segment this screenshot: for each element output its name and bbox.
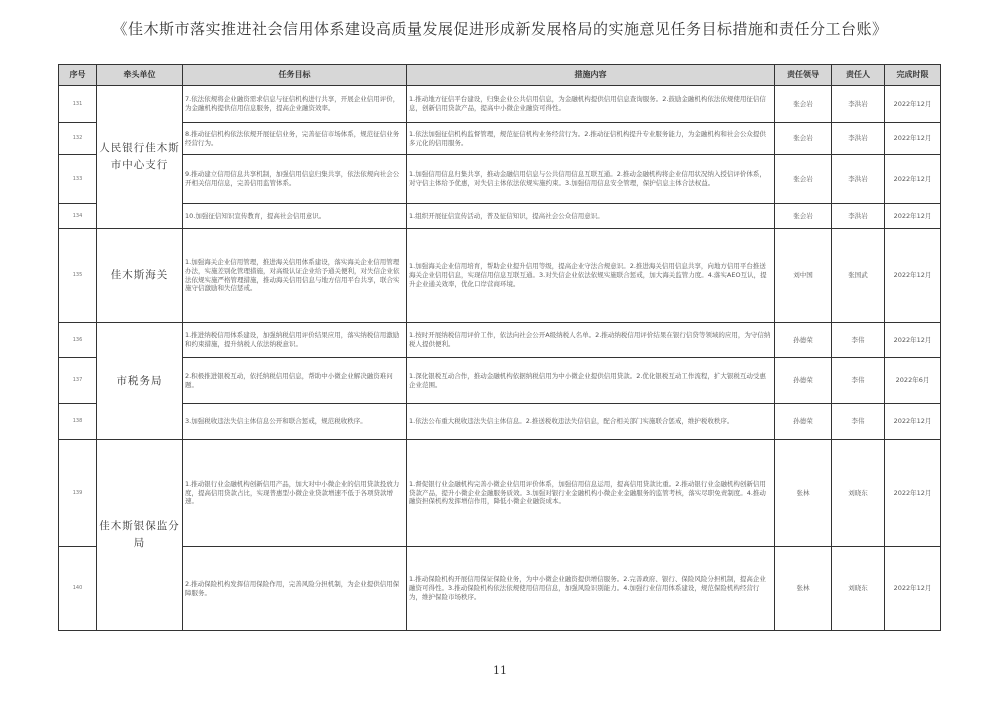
measures-cell: 1.加强海关企业信用培育，帮助企业提升信用等级，提高企业守法合规意识。2.推进海关信用信息共享，向地方信用平台推送海关企业信用信息，实现信用信息互联互通。3.对失信企业依法依规实施联合惩戒，加大海关监管力度。4.落实AEO互认，提升企业通关效率，优化口岸营商环境。 (407, 229, 775, 323)
task-goal-cell: 8.推动征信机构依法依规开展征信业务，完善征信市场体系，规范征信业务经营行为。 (183, 123, 407, 155)
row-number: 140 (59, 547, 97, 631)
measures-cell: 1.推动地方征信平台建设，归集企业公共信用信息，为金融机构提供信用信息查询服务。2.鼓励金融机构依法依规使用征信信息，创新信用贷款产品，提高中小微企业融资可得性。 (407, 86, 775, 123)
deadline-cell: 2022年12月 (885, 86, 941, 123)
measures-cell: 1.加强信用信息归集共享，推动金融信用信息与公共信用信息互联互通。2.推动金融机构将企业信用状况纳入授信评价体系，对守信主体给予优惠，对失信主体依法依规实施约束。3.加强信用信息安全管理，保护信息主体合法权益。 (407, 155, 775, 204)
deadline-cell: 2022年6月 (885, 358, 941, 404)
deadline-cell: 2022年12月 (885, 123, 941, 155)
header-leader: 责任领导 (775, 65, 832, 86)
leader-cell: 张林 (775, 440, 832, 547)
row-number: 139 (59, 440, 97, 547)
deadline-cell: 2022年12月 (885, 229, 941, 323)
lead-unit-cell: 佳木斯银保监分局 (97, 440, 183, 631)
person-cell: 李洪岩 (832, 204, 885, 229)
task-goal-cell: 10.加强征信知识宣传教育，提高社会信用意识。 (183, 204, 407, 229)
lead-unit-cell: 人民银行佳木斯市中心支行 (97, 86, 183, 229)
table-row (59, 323, 941, 358)
deadline-cell: 2022年12月 (885, 547, 941, 631)
header-lead-unit: 牵头单位 (97, 65, 183, 86)
table-row (59, 547, 941, 631)
person-cell: 李伟 (832, 323, 885, 358)
task-goal-cell: 2.积极推进银税互动，依托纳税信用信息，帮助中小微企业解决融资难问题。 (183, 358, 407, 404)
person-cell: 李伟 (832, 358, 885, 404)
lead-unit-cell: 佳木斯海关 (97, 229, 183, 323)
table-row (59, 204, 941, 229)
task-goal-cell: 1.推动银行业金融机构创新信用产品，加大对中小微企业的信用贷款投放力度，提高信用贷款占比，实现普惠型小微企业贷款增速不低于各项贷款增速。 (183, 440, 407, 547)
deadline-cell: 2022年12月 (885, 440, 941, 547)
person-cell: 张国武 (832, 229, 885, 323)
page-number: 11 (493, 664, 507, 677)
person-cell: 李洪岩 (832, 123, 885, 155)
lead-unit-cell: 市税务局 (97, 323, 183, 440)
table-row (59, 155, 941, 204)
page-title: 《佳木斯市落实推进社会信用体系建设高质量发展促进形成新发展格局的实施意见任务目标措施和责任分工台账》 (112, 20, 888, 38)
row-number: 132 (59, 123, 97, 155)
header-task-goal: 任务目标 (183, 65, 407, 86)
leader-cell: 张会岩 (775, 86, 832, 123)
measures-cell: 1.深化银税互动合作，推动金融机构依据纳税信用为中小微企业提供信用贷款。2.优化银税互动工作流程，扩大银税互动受惠企业范围。 (407, 358, 775, 404)
table-header-row (59, 65, 941, 86)
header-measures: 措施内容 (407, 65, 775, 86)
leader-cell: 张会岩 (775, 123, 832, 155)
person-cell: 刘晓东 (832, 547, 885, 631)
deadline-cell: 2022年12月 (885, 204, 941, 229)
measures-cell: 1.推动保险机构开展信用保证保险业务，为中小微企业融资提供增信服务。2.完善政府、银行、保险风险分担机制，提高企业融资可得性。3.推动保险机构依法依规使用信用信息，加强风险识别能力。4.加强行业信用体系建设，规范保险机构经营行为，维护保险市场秩序。 (407, 547, 775, 631)
leader-cell: 张会岩 (775, 155, 832, 204)
task-table (58, 64, 941, 631)
person-cell: 李洪岩 (832, 86, 885, 123)
task-goal-cell: 3.加强税收违法失信主体信息公开和联合惩戒，规范税收秩序。 (183, 404, 407, 440)
person-cell: 刘晓东 (832, 440, 885, 547)
row-number: 131 (59, 86, 97, 123)
leader-cell: 孙德荣 (775, 358, 832, 404)
table-row (59, 86, 941, 123)
deadline-cell: 2022年12月 (885, 155, 941, 204)
row-number: 134 (59, 204, 97, 229)
row-number: 138 (59, 404, 97, 440)
table-row (59, 123, 941, 155)
table-row (59, 440, 941, 547)
header-person: 责任人 (832, 65, 885, 86)
leader-cell: 孙德荣 (775, 404, 832, 440)
measures-cell: 1.组织开展征信宣传活动，普及征信知识，提高社会公众信用意识。 (407, 204, 775, 229)
header-seq: 序号 (59, 65, 97, 86)
row-number: 133 (59, 155, 97, 204)
leader-cell: 孙德荣 (775, 323, 832, 358)
measures-cell: 1.依法公布重大税收违法失信主体信息。2.推送税收违法失信信息，配合相关部门实施联合惩戒，维护税收秩序。 (407, 404, 775, 440)
table-row (59, 358, 941, 404)
row-number: 137 (59, 358, 97, 404)
row-number: 136 (59, 323, 97, 358)
row-number: 135 (59, 229, 97, 323)
task-goal-cell: 2.推动保险机构发挥信用保险作用，完善风险分担机制，为企业提供信用保障服务。 (183, 547, 407, 631)
leader-cell: 张会岩 (775, 204, 832, 229)
task-goal-cell: 7.依法依规将企业融资需求信息与征信机构进行共享，开展企业信用评价，为金融机构提供信用信息服务，提高企业融资效率。 (183, 86, 407, 123)
header-deadline: 完成时限 (885, 65, 941, 86)
table-row (59, 404, 941, 440)
task-goal-cell: 1.推进纳税信用体系建设，加强纳税信用评价结果应用，落实纳税信用激励和约束措施，提升纳税人依法纳税意识。 (183, 323, 407, 358)
person-cell: 李洪岩 (832, 155, 885, 204)
deadline-cell: 2022年12月 (885, 323, 941, 358)
person-cell: 李伟 (832, 404, 885, 440)
measures-cell: 1.依法加强征信机构监督管理，规范征信机构业务经营行为。2.推动征信机构提升专业服务能力，为金融机构和社会公众提供多元化的信用服务。 (407, 123, 775, 155)
task-goal-cell: 1.加强海关企业信用管理，推进海关信用体系建设，落实海关企业信用管理办法，实施差别化管理措施，对高级认证企业给予通关便利，对失信企业依法依规实施严格管理措施，推动海关信用信息与地方信用平台共享，联合实施守信激励和失信惩戒。 (183, 229, 407, 323)
leader-cell: 刘中国 (775, 229, 832, 323)
measures-cell: 1.督促银行业金融机构完善小微企业信用评价体系，加强信用信息运用，提高信用贷款比重。2.推动银行业金融机构创新信用贷款产品，提升小微企业金融服务质效。3.加强对银行业金融机构小微企业金融服务的监管考核，落实尽职免责制度。4.推动融资担保机构发挥增信作用，降低小微企业融资成本。 (407, 440, 775, 547)
deadline-cell: 2022年12月 (885, 404, 941, 440)
task-goal-cell: 9.推动建立信用信息共享机制，加强信用信息归集共享，依法依规向社会公开相关信用信息，完善信用监管体系。 (183, 155, 407, 204)
leader-cell: 张林 (775, 547, 832, 631)
measures-cell: 1.按时开展纳税信用评价工作，依法向社会公开A级纳税人名单。2.推动纳税信用评价结果在银行信贷等领域的应用，为守信纳税人提供便利。 (407, 323, 775, 358)
table-row (59, 229, 941, 323)
